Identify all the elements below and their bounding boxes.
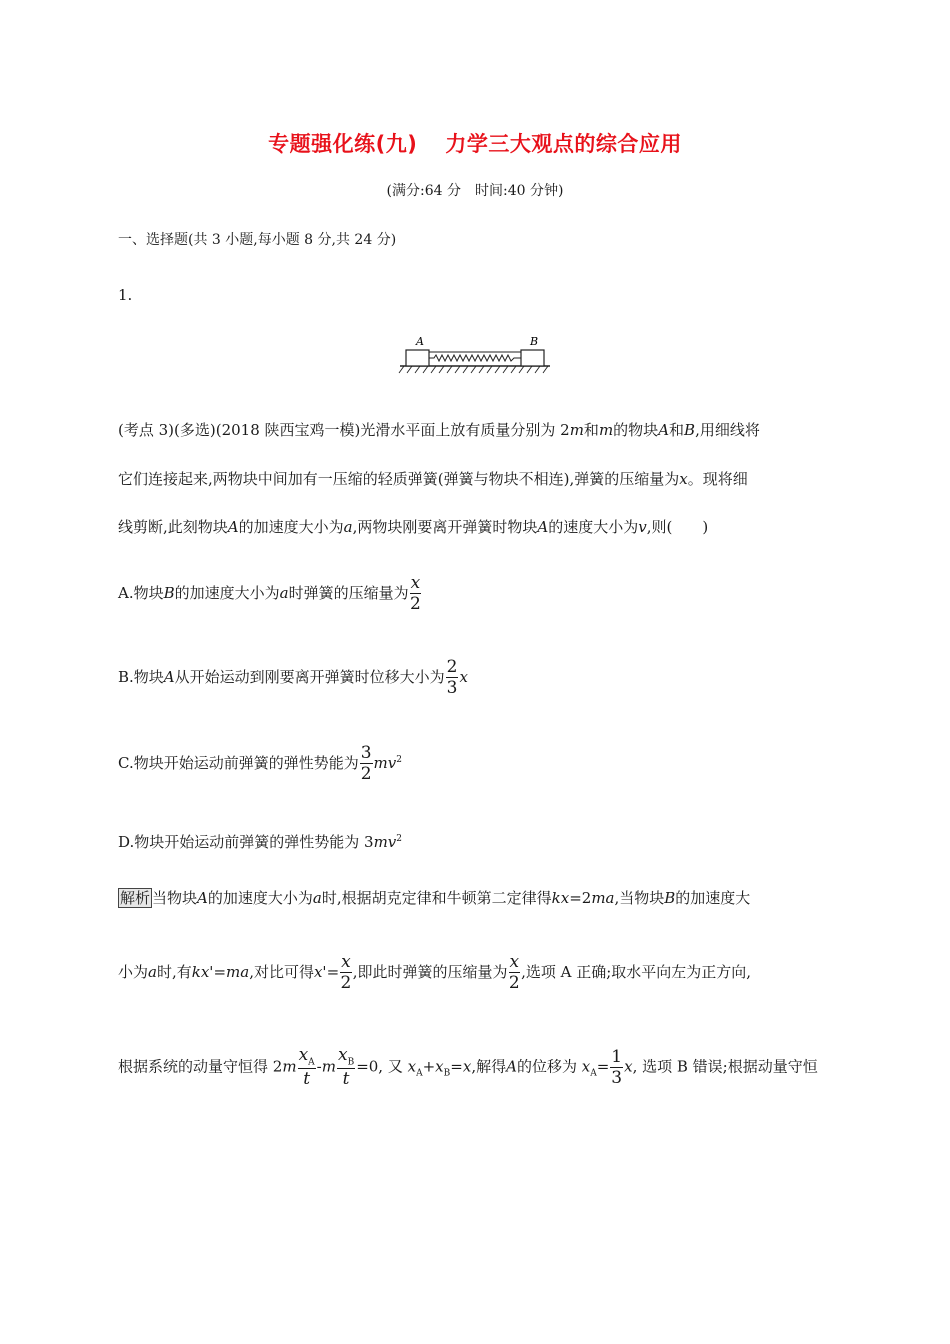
var-x: x	[435, 1057, 444, 1076]
var-x: x	[459, 668, 468, 686]
denominator: t	[342, 1069, 350, 1090]
title-left: 专题强化练(九)	[268, 132, 418, 156]
analysis-text: 时,根据胡克定律和牛顿第二定律得	[321, 889, 552, 907]
option-text: A.物块	[118, 584, 164, 602]
stem-text: 的速度大小为	[548, 518, 639, 536]
stem-text: ,用细线将	[695, 421, 760, 439]
analysis-text: =	[596, 1057, 610, 1076]
analysis-text: 当物块	[152, 889, 198, 907]
score-info: (满分:64 分	[386, 183, 461, 199]
time-info: 时间:40 分钟)	[475, 183, 564, 199]
var-x: x	[407, 1057, 417, 1076]
stem-text: 的加速度大小为	[238, 518, 344, 536]
block-a	[406, 350, 429, 366]
page-title	[0, 128, 950, 158]
var-x-prime: x'	[313, 963, 327, 981]
denominator: 2	[360, 764, 372, 784]
analysis-line-1	[118, 887, 750, 908]
subscript: A	[590, 1068, 597, 1079]
fraction	[337, 1047, 355, 1088]
analysis-line-3	[118, 1047, 818, 1088]
var-a: a	[279, 584, 289, 602]
option-c[interactable]	[118, 745, 402, 783]
analysis-text: 的位移为	[516, 1057, 577, 1076]
var-ma: ma	[591, 889, 615, 907]
var-ma: ma	[226, 963, 250, 981]
analysis-text: ,即此时弹簧的压缩量为	[352, 963, 508, 981]
var-m: m	[569, 421, 584, 439]
fraction	[360, 745, 373, 783]
label-a: A	[416, 335, 424, 348]
denominator: 2	[508, 973, 520, 993]
numerator	[298, 1047, 316, 1069]
var-a: a	[343, 518, 353, 536]
question-stem-line-1	[118, 419, 760, 440]
analysis-text: 小为	[118, 963, 149, 981]
option-b[interactable]	[118, 659, 468, 697]
var-x: x	[462, 1057, 472, 1076]
option-d[interactable]	[118, 831, 402, 852]
superscript: 2	[396, 834, 403, 844]
stem-text: 和	[669, 421, 685, 439]
question-stem-line-3	[118, 516, 708, 537]
var-m: m	[282, 1057, 297, 1076]
var-B: B	[664, 889, 676, 907]
denominator: 2	[340, 973, 352, 993]
stem-text: (考点 3)(多选)(2018 陕西宝鸡一模)光滑水平面上放有质量分别为 2	[118, 421, 570, 439]
fraction	[446, 659, 459, 697]
var-x: x	[679, 470, 688, 488]
analysis-text: ,当物块	[614, 889, 665, 907]
analysis-line-2	[118, 954, 751, 992]
var-kx: kx	[551, 889, 570, 907]
analysis-text: ,对比可得	[249, 963, 314, 981]
subscript: A	[308, 1057, 315, 1068]
stem-text: 线剪断,此刻物块	[118, 518, 228, 536]
analysis-text: ,解得	[471, 1057, 507, 1076]
var-m: m	[598, 421, 614, 439]
denominator: t	[303, 1069, 311, 1090]
title-right: 力学三大观点的综合应用	[445, 132, 682, 156]
option-text: 的加速度大小为	[174, 584, 280, 602]
stem-text: ,两物块刚要离开弹簧时物块	[352, 518, 538, 536]
var-a: a	[312, 889, 322, 907]
denominator: 2	[410, 594, 421, 614]
option-text: D.物块开始运动前弹簧的弹性势能为 3	[118, 833, 374, 851]
var-mv: mv	[373, 833, 397, 851]
fraction	[340, 954, 352, 992]
subscript: A	[416, 1068, 423, 1079]
option-text: C.物块开始运动前弹簧的弹性势能为	[118, 754, 359, 772]
analysis-text: , 选项 B 错误;根据动量守恒	[632, 1057, 818, 1076]
spring	[429, 355, 521, 361]
analysis-text: +	[422, 1057, 436, 1076]
stem-text: ,则( )	[646, 518, 709, 536]
denominator: 3	[611, 1067, 623, 1088]
option-text: 从开始运动到刚要离开弹簧时位移大小为	[174, 668, 445, 686]
var-x: x	[581, 1057, 591, 1076]
numerator: x	[341, 952, 351, 972]
superscript: 2	[396, 755, 402, 765]
subscript: B	[347, 1057, 355, 1068]
spring-blocks-diagram	[398, 334, 558, 378]
question-number: 1.	[118, 286, 133, 304]
numerator: 1	[611, 1046, 623, 1067]
subscript: B	[443, 1068, 451, 1079]
analysis-text: 时,有	[156, 963, 192, 981]
analysis-tag: 解析	[120, 889, 151, 907]
analysis-text: =2	[569, 889, 592, 907]
section-heading: 一、选择题(共 3 小题,每小题 8 分,共 24 分)	[118, 232, 397, 248]
stem-text: 的物块	[613, 421, 659, 439]
question-stem-line-2	[118, 468, 748, 489]
option-text: 时弹簧的压缩量为	[288, 584, 409, 602]
numerator: 2	[446, 657, 458, 677]
stem-text: 和	[583, 421, 599, 439]
spring-blocks-figure	[398, 334, 558, 382]
var-x: x	[337, 1045, 348, 1065]
var-v: v	[638, 518, 647, 536]
fraction	[509, 954, 521, 992]
fraction	[298, 1047, 316, 1088]
var-B: B	[163, 584, 175, 602]
numerator: 3	[360, 743, 372, 763]
var-A: A	[197, 889, 208, 907]
stem-text: 它们连接起来,两物块中间加有一压缩的轻质弹簧(弹簧与物块不相连),弹簧的压缩量为	[118, 470, 680, 488]
analysis-text: 根据系统的动量守恒得 2	[118, 1057, 283, 1076]
var-m: m	[321, 1057, 336, 1076]
numerator: x	[410, 573, 421, 593]
var-A: A	[163, 668, 175, 686]
stem-text: 。现将细	[687, 470, 748, 488]
var-x: x	[624, 1057, 633, 1076]
analysis-text: 的加速度大小为	[207, 889, 313, 907]
fraction	[410, 575, 422, 613]
var-a: a	[148, 963, 157, 981]
analysis-text: ,选项 A 正确;取水平向左为正方向,	[521, 963, 752, 981]
var-A: A	[537, 518, 549, 536]
var-kx-prime: kx'	[191, 963, 214, 981]
denominator: 3	[446, 678, 458, 698]
analysis-text: -	[316, 1057, 322, 1076]
var-B: B	[684, 421, 696, 439]
fraction	[610, 1046, 623, 1088]
label-b: B	[530, 335, 539, 348]
analysis-text: 的加速度大	[675, 889, 751, 907]
option-a[interactable]	[118, 575, 422, 613]
analysis-text: =0, 又	[356, 1057, 403, 1076]
var-A: A	[506, 1057, 517, 1076]
analysis-text: =	[326, 963, 340, 981]
numerator: x	[509, 952, 520, 972]
exam-meta	[0, 180, 950, 200]
option-text: B.物块	[118, 668, 164, 686]
var-A: A	[658, 421, 670, 439]
block-b	[521, 350, 544, 366]
analysis-text: =	[450, 1057, 463, 1076]
var-A: A	[227, 518, 239, 536]
var-mv: mv	[373, 754, 397, 772]
numerator	[337, 1047, 355, 1069]
analysis-text: =	[213, 963, 227, 981]
var-x: x	[298, 1045, 309, 1065]
